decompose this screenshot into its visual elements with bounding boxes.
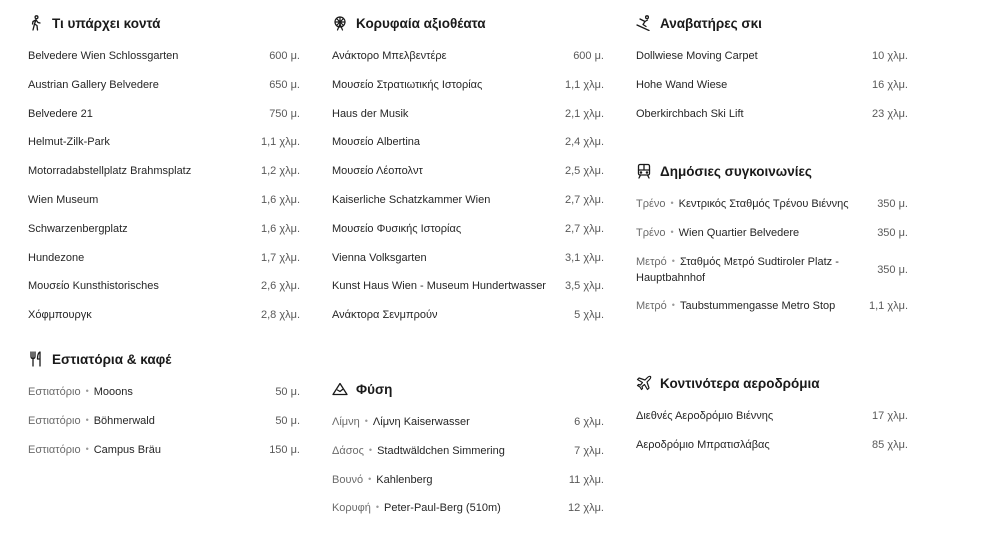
place-distance: 17 χλμ. [872,410,908,422]
place-name-text: Peter-Paul-Berg (510m) [384,502,501,515]
section-title: Εστιατόρια & καφέ [52,351,172,367]
place-name [28,384,275,400]
place-distance: 1,6 χλμ. [260,222,300,235]
place-name-text: Σταθμός Μετρό Sudtiroler Platz - Hauptbahnhof [636,255,839,284]
transit-list [636,196,908,314]
place-name-text: Χόφμπουργκ [28,309,92,322]
section-attractions [332,12,604,378]
place-name [28,250,261,266]
list-item [332,192,604,208]
place-distance: 2,6 χλμ. [260,280,300,293]
place-name [28,278,261,294]
place-name-text: Böhmerwald [93,414,155,427]
list-item [332,163,604,179]
separator-dot-icon: • [671,300,675,311]
place-distance: 50 μ. [275,386,300,398]
section-title: Κορυφαία αξιοθέατα [356,15,486,31]
place-name-text: Μουσείο Στρατιωτικής Ιστορίας [332,78,483,91]
place-distance: 23 χλμ. [872,107,908,120]
separator-dot-icon: • [368,444,373,455]
place-name [332,106,565,122]
place-distance: 600 μ. [573,50,604,62]
place-distance: 3,5 χλμ. [564,280,604,293]
list-item [28,192,300,208]
place-distance: 2,8 χλμ. [260,309,300,322]
ferris-wheel-icon [332,15,348,31]
place-name [636,298,869,314]
place-distance: 750 μ. [269,107,300,120]
place-name-text: Helmut-Zilk-Park [28,136,110,149]
list-item [332,134,604,150]
place-distance: 10 χλμ. [872,50,908,62]
place-name-text: Wien Quartier Belvedere [678,226,800,239]
place-name-text: Μουσείο Λέοπολντ [332,165,423,178]
section-transit [636,160,908,372]
place-distance: 7 χλμ. [574,444,604,457]
airports-list [636,408,908,453]
train-icon [636,163,652,179]
separator-dot-icon: • [364,416,368,426]
place-name-text: Haus der Musik [332,107,409,120]
place-name-text: Hundezone [28,251,85,264]
separator-dot-icon: • [375,502,379,513]
place-distance: 2,5 χλμ. [564,165,604,178]
separator-dot-icon: • [368,473,372,484]
place-name-text: Stadtwäldchen Simmering [377,444,505,457]
list-item [332,77,604,93]
place-name-text: Austrian Gallery Belvedere [28,78,159,91]
place-name [332,163,565,179]
separator-dot-icon: • [85,414,89,425]
list-item [636,298,908,314]
section-nature [332,378,604,516]
place-name [28,307,261,323]
place-name-text: Kunst Haus Wien - Museum Hundertwasser [332,280,546,293]
place-name [332,250,565,266]
separator-dot-icon: • [670,198,674,208]
place-name-text: Campus Bräu [93,443,161,456]
place-name-text: Dollwiese Moving Carpet [636,50,758,62]
place-name-text: Αεροδρόμιο Μπρατισλάβας [636,438,770,451]
list-item [332,443,604,459]
list-item [28,48,300,64]
place-name-text: Belvedere Wien Schlossgarten [28,50,179,62]
separator-dot-icon: • [85,386,89,396]
list-item [28,413,300,429]
list-item [332,221,604,237]
place-name [28,134,261,150]
place-name [332,307,574,323]
separator-dot-icon: • [671,255,675,266]
place-distance: 2,7 χλμ. [564,193,604,206]
place-name [28,77,269,93]
place-name-text: Mooons [93,386,133,398]
list-item [28,250,300,266]
column-2 [332,12,604,529]
section-nearby [28,12,300,348]
place-name-text: Ανάκτορο Μπελβεντέρε [332,50,447,62]
place-distance: 50 μ. [275,414,300,427]
column-1 [28,12,300,470]
list-item [636,106,908,122]
place-distance: 2,7 χλμ. [564,222,604,235]
list-item [28,134,300,150]
place-distance: 600 μ. [269,50,300,62]
section-header [636,160,908,182]
place-name-text: Μουσείο Φυσικής Ιστορίας [332,222,462,235]
place-category: Τρένο [636,226,666,239]
list-item [28,384,300,400]
place-name [332,414,574,430]
list-item [28,106,300,122]
place-name-text: Hohe Wand Wiese [636,78,728,91]
place-distance: 2,1 χλμ. [564,107,604,120]
place-distance: 1,1 χλμ. [260,136,300,149]
place-name-text: Taubstummengasse Metro Stop [679,300,836,313]
place-name [332,443,574,459]
place-name-text: Oberkirchbach Ski Lift [636,107,744,120]
list-item [332,414,604,430]
place-distance: 1,2 χλμ. [260,165,300,178]
place-category: Λίμνη [332,416,360,428]
section-header [332,12,604,34]
place-distance: 3,1 χλμ. [564,251,604,264]
place-category: Δάσος [332,444,364,457]
place-category: Μετρό [636,300,667,313]
skier-icon [636,15,652,31]
place-name [332,472,569,488]
place-name [636,225,877,241]
section-title: Τι υπάρχει κοντά [52,15,161,31]
section-header [28,348,300,370]
place-name-text: Wien Museum [28,193,99,206]
place-name [636,77,872,93]
attractions-list [332,48,604,323]
place-name [332,134,565,150]
mountain-icon [332,381,348,397]
list-item [28,163,300,179]
place-distance: 1,1 χλμ. [868,300,908,313]
section-title: Κοντινότερα αεροδρόμια [660,375,820,391]
place-name-text: Motorradabstellplatz Brahmsplatz [28,165,192,178]
place-name [28,48,269,64]
section-restaurants [28,348,300,458]
place-name [332,221,565,237]
place-category: Μετρό [636,255,667,268]
place-name-text: Μουσείο Kunsthistorisches [28,280,159,293]
ski-list [636,48,908,122]
place-name [28,106,269,122]
place-distance: 1,6 χλμ. [260,193,300,206]
list-item [28,442,300,458]
list-item [332,250,604,266]
place-name-text: Ανάκτορα Σενμπρούν [332,309,438,322]
list-item [332,472,604,488]
place-name-text: Διεθνές Αεροδρόμιο Βιέννης [636,410,774,422]
separator-dot-icon: • [670,226,674,237]
list-item [332,500,604,516]
restaurants-list [28,384,300,458]
section-title: Φύση [356,381,393,397]
place-distance: 16 χλμ. [872,78,908,91]
section-header [332,378,604,400]
place-distance: 650 μ. [269,78,300,91]
place-distance: 350 μ. [877,263,908,276]
place-distance: 11 χλμ. [568,473,604,486]
airplane-icon [636,375,652,391]
person-walking-icon [28,15,44,31]
place-distance: 1,1 χλμ. [564,78,604,91]
place-name [332,48,573,64]
place-distance: 6 χλμ. [574,416,604,428]
nature-list [332,414,604,516]
place-category: Τρένο [636,198,666,210]
place-name [28,192,261,208]
list-item [332,106,604,122]
list-item [636,225,908,241]
list-item [636,196,908,212]
place-name [332,278,565,294]
list-item [636,408,908,424]
list-item [332,278,604,294]
place-name-text: Kahlenberg [376,473,433,486]
place-category: Εστιατόριο [28,443,81,456]
place-name [28,221,261,237]
list-item [28,278,300,294]
place-name [28,442,269,458]
place-category: Εστιατόριο [28,414,81,427]
place-distance: 1,7 χλμ. [260,251,300,264]
place-name-text: Μουσείο Albertina [332,136,421,149]
place-name [332,77,565,93]
place-distance: 350 μ. [877,198,908,210]
place-name [332,192,565,208]
list-item [636,254,908,286]
place-name-text: Kaiserliche Schatzkammer Wien [332,193,491,206]
place-name [636,437,872,453]
place-name [28,413,275,429]
section-airports [636,372,908,453]
place-category: Βουνό [332,473,364,486]
section-header [636,372,908,394]
column-3 [636,12,908,466]
list-item [636,77,908,93]
place-name [332,500,568,516]
section-header [636,12,908,34]
fork-knife-icon [28,351,44,367]
nearby-list [28,48,300,323]
place-distance: 12 χλμ. [568,502,604,515]
section-header [28,12,300,34]
section-title: Δημόσιες συγκοινωνίες [660,163,812,179]
place-name-text: Λίμνη Kaiserwasser [372,416,470,428]
place-name-text: Κεντρικός Σταθμός Τρένου Βιέννης [678,198,849,210]
place-name [636,408,872,424]
place-name [28,163,261,179]
section-ski [636,12,908,160]
list-item [636,437,908,453]
place-name [636,106,872,122]
separator-dot-icon: • [85,443,89,454]
place-name-text: Belvedere 21 [28,107,93,120]
list-item [332,307,604,323]
place-distance: 85 χλμ. [872,438,908,451]
list-item [28,221,300,237]
place-distance: 5 χλμ. [574,309,604,322]
place-distance: 150 μ. [269,443,300,456]
place-name [636,48,872,64]
list-item [332,48,604,64]
list-item [28,307,300,323]
place-name [636,196,877,212]
place-category: Κορυφή [332,502,371,515]
place-distance: 350 μ. [877,226,908,239]
list-item [636,48,908,64]
place-distance: 2,4 χλμ. [564,136,604,149]
list-item [28,77,300,93]
place-name-text: Vienna Volksgarten [332,251,427,264]
place-name-text: Schwarzenbergplatz [28,222,128,235]
place-name [636,254,877,286]
place-category: Εστιατόριο [28,386,81,398]
section-title: Αναβατήρες σκι [660,15,762,31]
